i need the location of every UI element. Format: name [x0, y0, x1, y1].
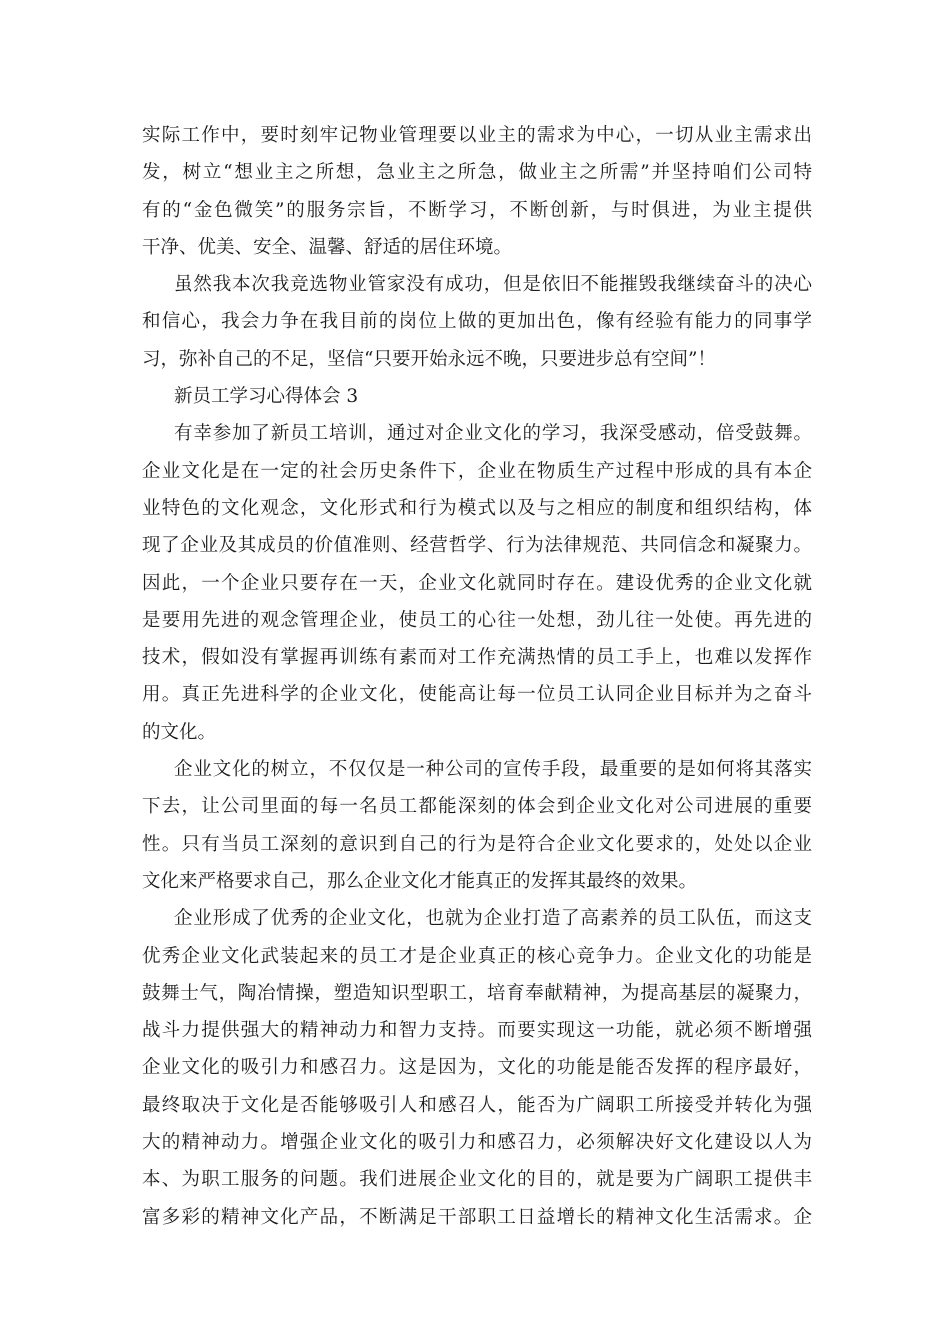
paragraph-first-line: 新员工学习心得体会 3 — [174, 386, 359, 408]
text-line: 是要用先进的观念管理企业，使员工的心往一处想，劲儿往一处使。再先进的 — [142, 609, 812, 631]
text-line: 最终取决于文化是否能够吸引人和感召人，能否为广阔职工所接受并转化为强 — [142, 1094, 812, 1116]
text-line: 下去，让公司里面的每一名员工都能深刻的体会到企业文化对公司进展的重要 — [142, 796, 812, 818]
text-line: 发，树立“想业主之所想，急业主之所急，做业主之所需”并坚持咱们公司特 — [142, 162, 812, 184]
text-line: 大的精神动力。增强企业文化的吸引力和感召力，必须解决好文化建设以人为 — [142, 1132, 812, 1154]
text-line: 因此，一个企业只要存在一天，企业文化就同时存在。建设优秀的企业文化就 — [142, 572, 812, 594]
text-line: 本、为职工服务的问题。我们进展企业文化的目的，就是要为广阔职工提供丰 — [142, 1169, 812, 1191]
paragraph-first-line: 企业文化的树立，不仅仅是一种公司的宣传手段，最重要的是如何将其落实 — [174, 759, 812, 781]
paragraph-first-line: 有幸参加了新员工培训，通过对企业文化的学习，我深受感动，倍受鼓舞。 — [174, 423, 812, 445]
paragraph-first-line: 虽然我本次我竞选物业管家没有成功，但是依旧不能摧毁我继续奋斗的决心 — [174, 274, 812, 296]
text-line: 业特色的文化观念，文化形式和行为模式以及与之相应的制度和组织结构，体 — [142, 497, 812, 519]
document-body — [142, 117, 812, 1236]
text-line: 企业文化的吸引力和感召力。这是因为，文化的功能是能否发挥的程序最好， — [142, 1057, 812, 1079]
text-line: 和信心，我会力争在我目前的岗位上做的更加出色，像有经验有能力的同事学 — [142, 311, 812, 333]
text-line: 企业文化是在一定的社会历史条件下，企业在物质生产过程中形成的具有本企 — [142, 460, 812, 482]
text-line: 技术，假如没有掌握再训练有素而对工作充满热情的员工手上，也难以发挥作 — [142, 647, 812, 669]
text-line: 干净、优美、安全、温馨、舒适的居住环境。 — [142, 236, 513, 258]
text-line: 富多彩的精神文化产品，不断满足干部职工日益增长的精神文化生活需求。企 — [142, 1206, 812, 1228]
text-line: 优秀企业文化武装起来的员工才是企业真正的核心竞争力。企业文化的功能是 — [142, 945, 812, 967]
text-line: 现了企业及其成员的价值准则、经营哲学、行为法律规范、共同信念和凝聚力。 — [142, 535, 812, 557]
text-line: 用。真正先进科学的企业文化，使能高让每一位员工认同企业目标并为之奋斗 — [142, 684, 812, 706]
text-line: 实际工作中，要时刻牢记物业管理要以业主的需求为中心，一切从业主需求出 — [142, 125, 812, 146]
text-line: 有的“金色微笑”的服务宗旨，不断学习，不断创新，与时俱进，为业主提供 — [142, 199, 812, 221]
text-line: 习，弥补自己的不足，坚信“只要开始永远不晚，只要进步总有空间”！ — [142, 348, 716, 370]
text-line: 性。只有当员工深刻的意识到自己的行为是符合企业文化要求的，处处以企业 — [142, 833, 812, 855]
text-line: 鼓舞士气，陶冶情操，塑造知识型职工，培育奉献精神，为提高基层的凝聚力， — [142, 982, 812, 1004]
text-line: 战斗力提供强大的精神动力和智力支持。而要实现这一功能，就必须不断增强 — [142, 1020, 812, 1042]
text-line: 的文化。 — [142, 721, 217, 743]
paragraph-first-line: 企业形成了优秀的企业文化，也就为企业打造了高素养的员工队伍，而这支 — [174, 908, 812, 930]
text-line: 文化来严格要求自己，那么企业文化才能真正的发挥其最终的效果。 — [142, 870, 698, 892]
